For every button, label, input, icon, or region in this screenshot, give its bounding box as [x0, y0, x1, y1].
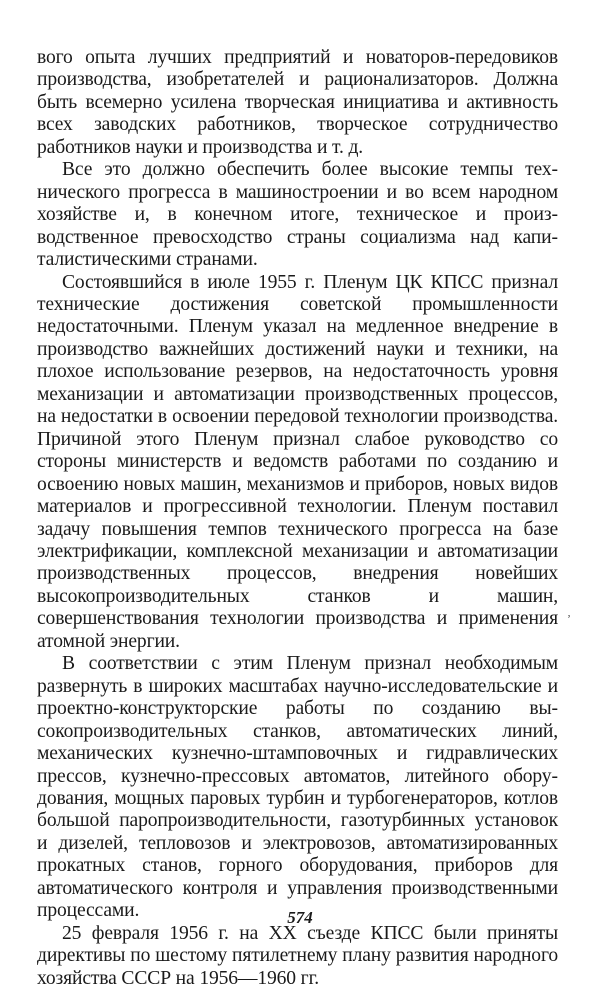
margin-mark: ʼ	[567, 612, 571, 626]
paragraph-continuation: вого опыта лучших предприятий и новаторов-передовиков производства, изобретателей и рационализаторов. Должна быть всемерно усилена творческая инициатива и активность всех заводских работников, творческое сотрудничество работников науки и производства и т. д.	[37, 47, 558, 158]
body-text	[37, 47, 558, 990]
paragraph-xx-congress: 25 февраля 1956 г. на XX съезде КПСС были приняты директивы по шестому пятилетнему плану развития народного хозяйства СССР на 1956—1960 гг.	[37, 922, 558, 989]
paragraph-research-works: В соответствии с этим Пленум признал необходимым развернуть в широких масштабах научно-исследовательские и проектно-конструкторские работы по созданию высокопроизводительных станков, автоматических линий, механических кузнечно-штамповочных и гидравлических прессов, кузнечно-прессовых автоматов, литейного оборудования, мощных паровых турбин и турбогенераторов, котлов большой паропроизводительности, газотурбинных установок и дизелей, тепловозов и электровозов, автоматизированных прокатных станов, горного оборудования, приборов для автоматического контроля и управления производственными процессами.	[37, 653, 558, 922]
paragraph-technical-progress: Все это должно обеспечить более высокие темпы технического прогресса в машиностроении и во всем народном хозяйстве и, в конечном итоге, техническое и производственное превосходство страны социализма над капиталистическими странами.	[37, 159, 558, 271]
page-number: 574	[287, 908, 313, 927]
paragraph-plenum-1955: Состоявшийся в июле 1955 г. Пленум ЦК КПСС признал технические достижения советской промышленности недостаточными. Пленум указал на медленное внедрение в производство важнейших достижений науки и техники, на плохое использование резервов, на недостаточность уровня механизации и автоматизации производственных процессов, на недостатки в освоении передовой технологии производства. Причиной этого Пленум признал слабое руководство со стороны министерств и ведомств работами по созданию и освоению новых машин, механизмов и приборов, новых видов материалов и прогрессивной технологии. Пленум поставил задачу повышения темпов технического прогресса на базе электрификации, комплексной механизации и автоматизации производственных процессов, внедрения новейших высокопроизводительных станков и машин, совершенствования технологии производства и применения атомной энергии.	[37, 271, 558, 652]
